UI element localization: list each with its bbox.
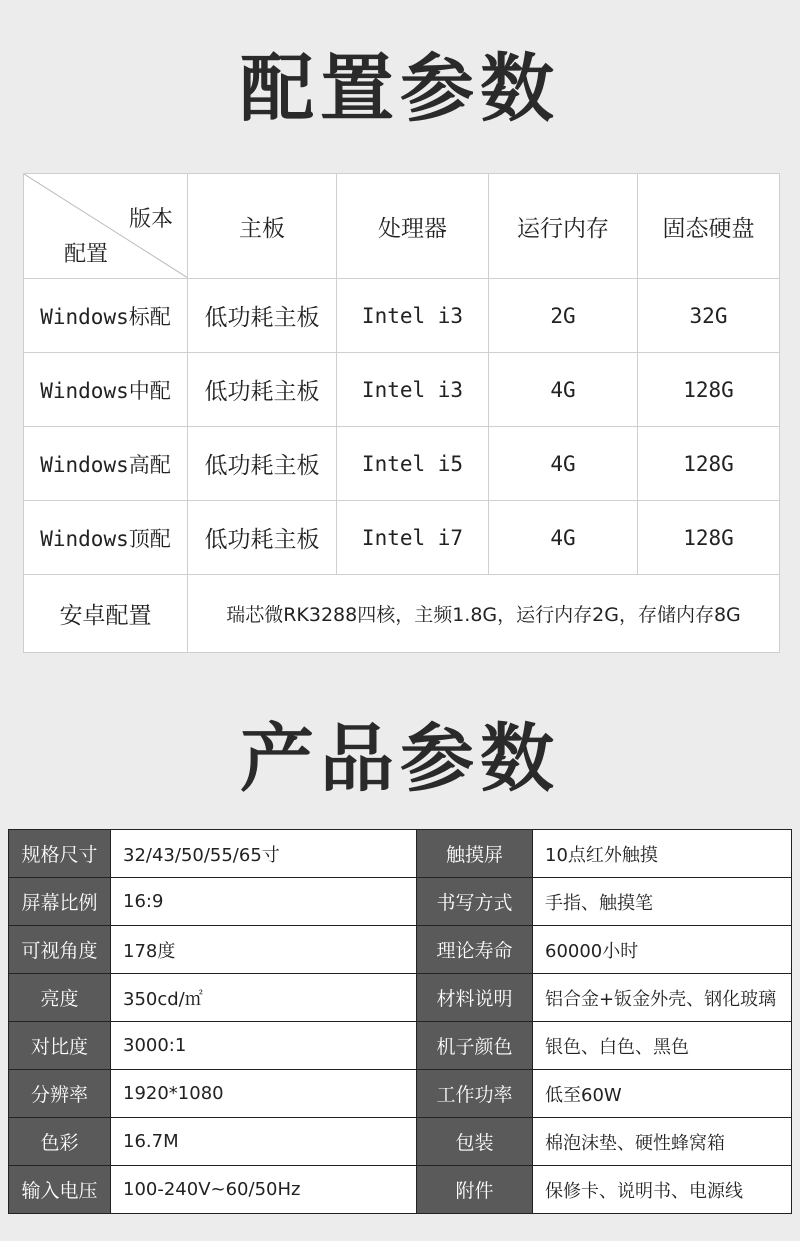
param-label: 触摸屏 — [417, 830, 533, 878]
cpu-cell: Intel i5 — [337, 427, 489, 501]
param-value: 100-240V~60/50Hz — [111, 1166, 417, 1214]
version-cell: Windows高配 — [24, 427, 188, 501]
param-label: 理论寿命 — [417, 926, 533, 974]
ssd-cell: 32G — [638, 279, 780, 353]
param-row — [9, 1118, 792, 1166]
param-value: 棉泡沫垫、硬性蜂窝箱 — [533, 1118, 792, 1166]
param-row — [9, 926, 792, 974]
ram-cell: 2G — [489, 279, 638, 353]
board-cell: 低功耗主板 — [188, 279, 337, 353]
version-cell: Windows顶配 — [24, 501, 188, 575]
param-label: 材料说明 — [417, 974, 533, 1022]
param-value: 3000:1 — [111, 1022, 417, 1070]
param-row — [9, 1022, 792, 1070]
param-value: 350cd/㎡ — [111, 974, 417, 1022]
corner-label-version: 版本 — [128, 207, 173, 232]
android-desc-cell: 瑞芯微RK3288四核，主频1.8G，运行内存2G，存储内存8G — [188, 575, 780, 653]
config-section-title: 配置参数 — [240, 46, 560, 132]
ram-cell: 4G — [489, 427, 638, 501]
param-value: 保修卡、说明书、电源线 — [533, 1166, 792, 1214]
param-row — [9, 878, 792, 926]
param-label: 亮度 — [9, 974, 111, 1022]
android-label-cell: 安卓配置 — [24, 575, 188, 653]
corner-label-config: 配置 — [64, 242, 109, 267]
board-cell: 低功耗主板 — [188, 501, 337, 575]
product-section-title: 产品参数 — [240, 716, 560, 802]
param-label: 色彩 — [9, 1118, 111, 1166]
config-corner-cell — [24, 174, 188, 279]
param-value: 银色、白色、黑色 — [533, 1022, 792, 1070]
param-value: 10点红外触摸 — [533, 830, 792, 878]
column-header-ssd: 固态硬盘 — [638, 174, 780, 279]
param-label: 分辨率 — [9, 1070, 111, 1118]
product-params-table — [8, 829, 792, 1214]
param-value: 低至60W — [533, 1070, 792, 1118]
param-label: 可视角度 — [9, 926, 111, 974]
param-row — [9, 1166, 792, 1214]
column-header-board: 主板 — [188, 174, 337, 279]
column-header-cpu: 处理器 — [337, 174, 489, 279]
config-header-row — [24, 174, 780, 279]
android-config-row — [24, 575, 780, 653]
param-label: 机子颜色 — [417, 1022, 533, 1070]
param-value: 32/43/50/55/65寸 — [111, 830, 417, 878]
param-value: 178度 — [111, 926, 417, 974]
param-label: 输入电压 — [9, 1166, 111, 1214]
param-row — [9, 1070, 792, 1118]
config-table — [23, 173, 780, 653]
ram-cell: 4G — [489, 501, 638, 575]
cpu-cell: Intel i7 — [337, 501, 489, 575]
param-label: 屏幕比例 — [9, 878, 111, 926]
param-label: 规格尺寸 — [9, 830, 111, 878]
param-label: 附件 — [417, 1166, 533, 1214]
config-row — [24, 501, 780, 575]
config-row — [24, 427, 780, 501]
column-header-ram: 运行内存 — [489, 174, 638, 279]
param-value: 16:9 — [111, 878, 417, 926]
param-label: 对比度 — [9, 1022, 111, 1070]
board-cell: 低功耗主板 — [188, 427, 337, 501]
version-cell: Windows标配 — [24, 279, 188, 353]
param-value: 手指、触摸笔 — [533, 878, 792, 926]
param-value: 铝合金+钣金外壳、钢化玻璃 — [533, 974, 792, 1022]
cpu-cell: Intel i3 — [337, 353, 489, 427]
param-label: 包装 — [417, 1118, 533, 1166]
ram-cell: 4G — [489, 353, 638, 427]
config-row — [24, 353, 780, 427]
board-cell: 低功耗主板 — [188, 353, 337, 427]
cpu-cell: Intel i3 — [337, 279, 489, 353]
param-value: 60000小时 — [533, 926, 792, 974]
param-label: 书写方式 — [417, 878, 533, 926]
ssd-cell: 128G — [638, 353, 780, 427]
config-row — [24, 279, 780, 353]
ssd-cell: 128G — [638, 501, 780, 575]
param-label: 工作功率 — [417, 1070, 533, 1118]
param-value: 1920*1080 — [111, 1070, 417, 1118]
param-row — [9, 830, 792, 878]
param-row — [9, 974, 792, 1022]
param-value: 16.7M — [111, 1118, 417, 1166]
ssd-cell: 128G — [638, 427, 780, 501]
version-cell: Windows中配 — [24, 353, 188, 427]
